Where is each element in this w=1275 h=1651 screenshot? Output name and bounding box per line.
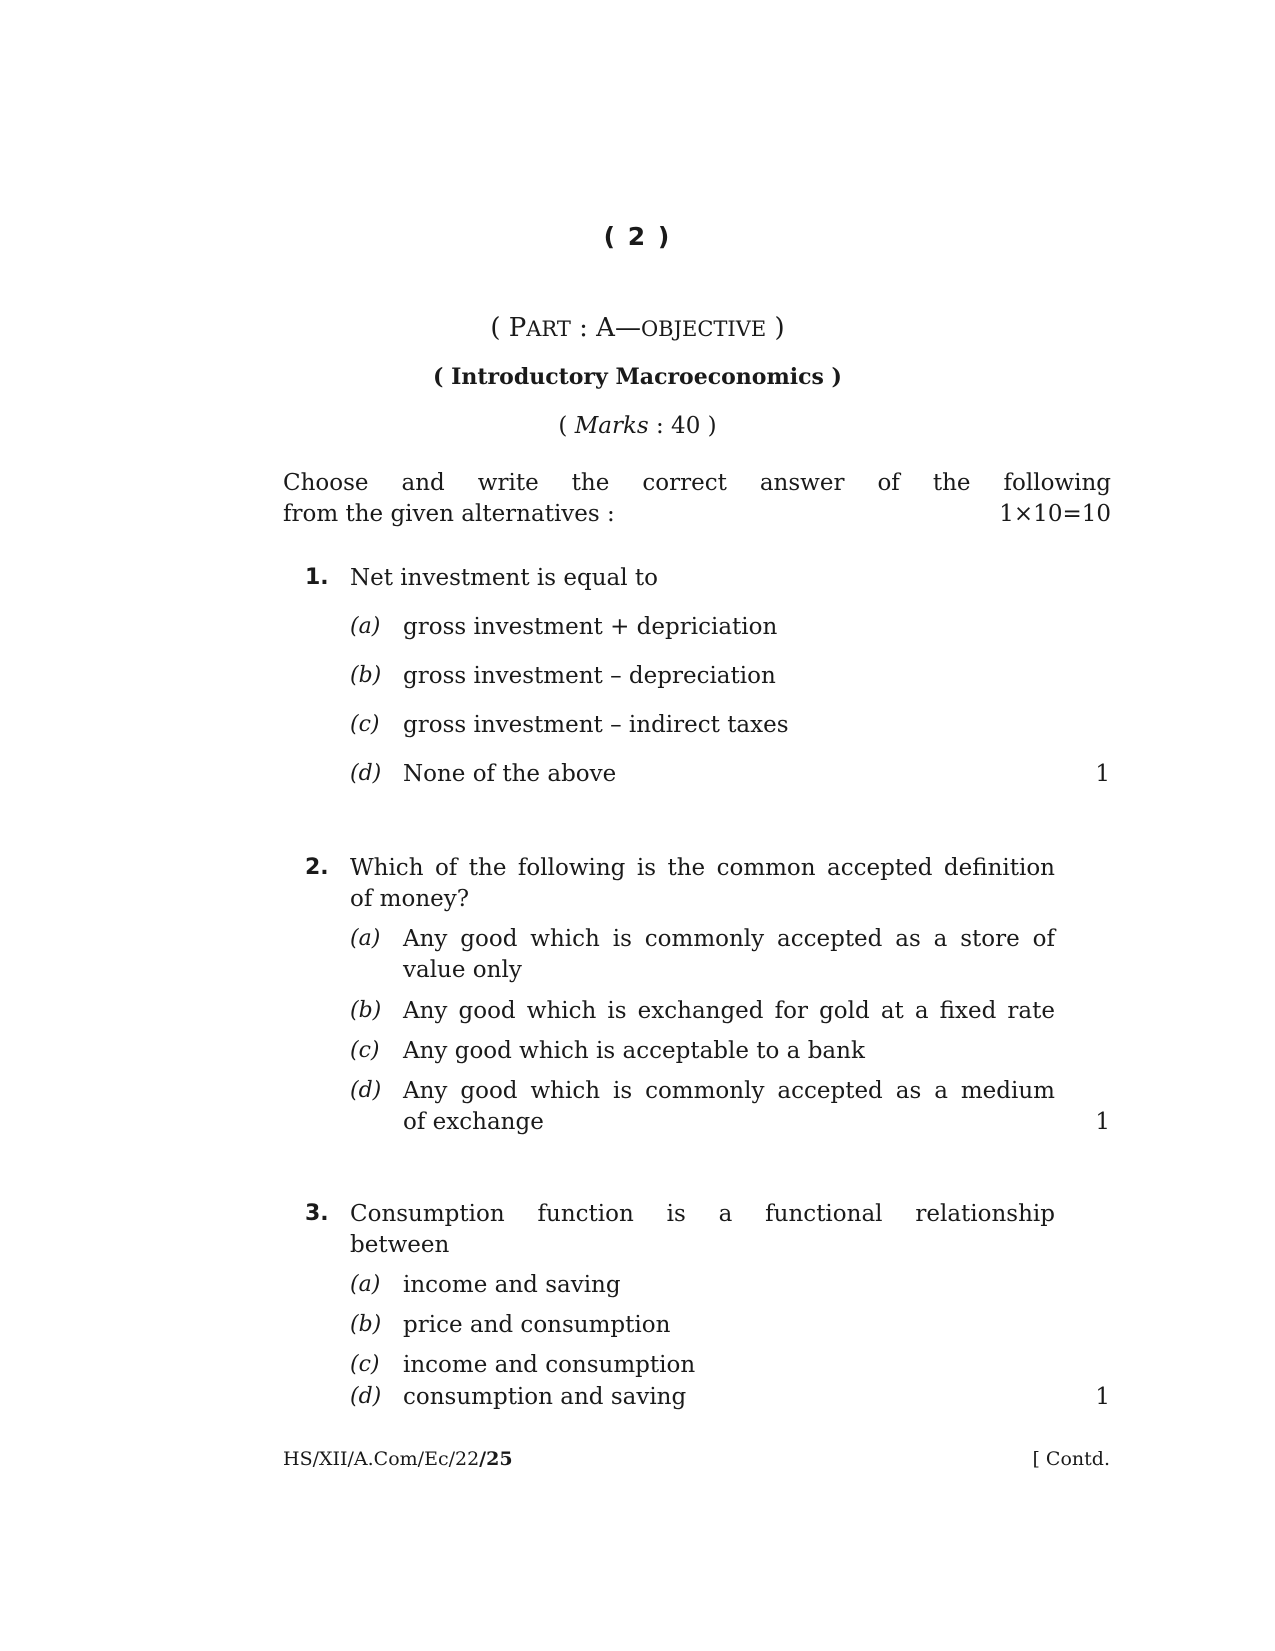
option-text-cont: value only xyxy=(403,957,522,983)
option-text: income and saving xyxy=(403,1272,621,1298)
option-label: (a) xyxy=(350,1272,381,1297)
option-label: (d) xyxy=(350,1384,382,1409)
question-text: Which of the following is the common accepted definition xyxy=(350,855,1055,881)
option-text: gross investment + depriciation xyxy=(403,614,778,640)
option-text-cont: of exchange xyxy=(403,1109,544,1135)
option-label: (a) xyxy=(350,614,381,639)
option-label: (c) xyxy=(350,1352,380,1377)
page-number: ( 2 ) xyxy=(603,222,672,251)
option-label: (b) xyxy=(350,1312,382,1337)
option-label: (b) xyxy=(350,998,382,1023)
instruction-marks: 1×10=10 xyxy=(999,501,1111,527)
question-mark: 1 xyxy=(1095,1384,1110,1410)
question-mark: 1 xyxy=(1095,1109,1110,1135)
question-text-cont: of money? xyxy=(350,886,470,912)
subject-title: ( Introductory Macroeconomics ) xyxy=(433,364,842,390)
instruction-line-1: Choose and write the correct answer of the following xyxy=(283,470,1111,496)
section-heading: ( PART : A—OBJECTIVE ) xyxy=(490,313,785,343)
question-number: 3. xyxy=(305,1201,329,1226)
option-text: price and consumption xyxy=(403,1312,671,1338)
marks-total: ( Marks : 40 ) xyxy=(558,413,717,439)
paper-code: HS/XII/A.Com/Ec/22/25 xyxy=(283,1448,513,1470)
option-label: (a) xyxy=(350,926,381,951)
option-label: (b) xyxy=(350,663,382,688)
instruction-line-2: from the given alternatives : 1×10=10 xyxy=(283,501,1111,527)
option-text: Any good which is exchanged for gold at a fixed rate xyxy=(403,998,1055,1024)
option-label: (c) xyxy=(350,1038,380,1063)
option-label: (d) xyxy=(350,1078,382,1103)
option-text: Any good which is acceptable to a bank xyxy=(403,1038,865,1064)
option-text: Any good which is commonly accepted as a medium xyxy=(403,1078,1055,1104)
option-text: gross investment – depreciation xyxy=(403,663,776,689)
continued-note: [ Contd. xyxy=(1032,1448,1110,1470)
question-text: Consumption function is a functional relationship xyxy=(350,1201,1055,1227)
option-text: Any good which is commonly accepted as a store of xyxy=(403,926,1055,952)
option-text: None of the above xyxy=(403,761,617,787)
question-text-cont: between xyxy=(350,1232,450,1258)
option-label: (c) xyxy=(350,712,380,737)
question-number: 1. xyxy=(305,565,329,590)
question-number: 2. xyxy=(305,855,329,880)
option-text: gross investment – indirect taxes xyxy=(403,712,789,738)
option-text: consumption and saving xyxy=(403,1384,687,1410)
option-text: income and consumption xyxy=(403,1352,696,1378)
option-label: (d) xyxy=(350,761,382,786)
question-mark: 1 xyxy=(1095,761,1110,787)
question-text: Net investment is equal to xyxy=(350,565,658,591)
